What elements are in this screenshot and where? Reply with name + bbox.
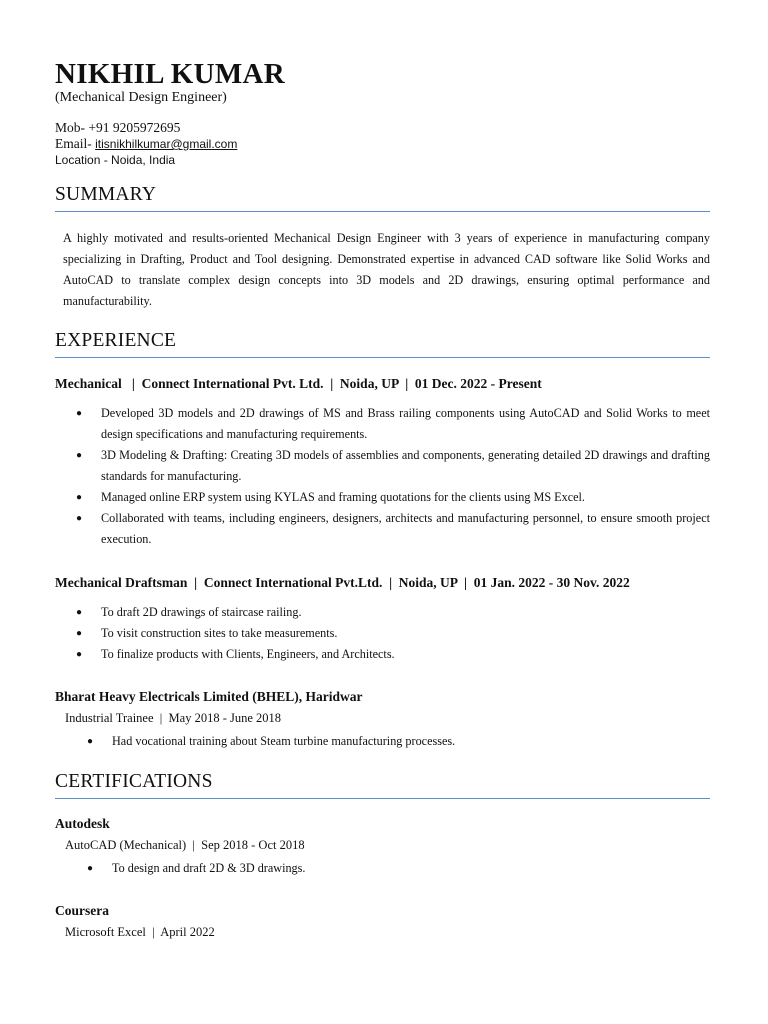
list-item: ● Managed online ERP system using KYLAS and framing quotations for the clients using MS Excel. (75, 487, 710, 508)
candidate-name: NIKHIL KUMAR (55, 58, 285, 90)
cert-bullet-list (86, 858, 686, 879)
email-label: Email- (55, 136, 96, 151)
experience-heading: EXPERIENCE (55, 330, 177, 351)
list-item: ● 3D Modeling & Drafting: Creating 3D models of assemblies and components, generating detailed 2D drawings and drafting standards for manufacturing. (75, 445, 710, 487)
location: Location - Noida, India (55, 153, 176, 167)
job-bullet-list (75, 403, 710, 550)
candidate-role: (Mechanical Design Engineer) (55, 90, 227, 105)
section-divider (55, 357, 710, 358)
summary-text: A highly motivated and results-oriented Mechanical Design Engineer with 3 years of experience in manufacturing company specializing in Drafting, Product and Tool designing. Demonstrated expertise in advanced CAD software like Solid Works and AutoCAD to translate complex design concepts into 3D models and 2D drawings, ensuring optimal performance and manufacturability. (63, 231, 710, 308)
list-item: ● To draft 2D drawings of staircase railing. (75, 602, 710, 623)
cert-issuer: Autodesk (55, 816, 110, 831)
list-item: ● Developed 3D models and 2D drawings of MS and Brass railing components using AutoCAD and Solid Works to meet design specifications and manufacturing requirements. (75, 403, 710, 445)
job-subheading: Industrial Trainee | May 2018 - June 2018 (65, 711, 282, 725)
job-heading: Bharat Heavy Electricals Limited (BHEL), Haridwar (55, 689, 363, 704)
job-bullet-list (75, 602, 710, 665)
list-item: ● To design and draft 2D & 3D drawings. (86, 858, 686, 879)
summary-heading: SUMMARY (55, 184, 157, 205)
email-link[interactable]: itisnikhilkumar@gmail.com (95, 137, 238, 151)
job-bullet-list (86, 731, 686, 752)
list-item: ● To finalize products with Clients, Engineers, and Architects. (75, 644, 710, 665)
certifications-heading: CERTIFICATIONS (55, 771, 213, 792)
job-heading: Mechanical Draftsman | Connect International Pvt.Ltd. | Noida, UP | 01 Jan. 2022 - 30 Nov. 2022 (55, 575, 630, 590)
list-item: ● Had vocational training about Steam turbine manufacturing processes. (86, 731, 686, 752)
cert-issuer: Coursera (55, 903, 109, 918)
email-line (55, 136, 237, 152)
list-item: ● To visit construction sites to take measurements. (75, 623, 710, 644)
section-divider (55, 211, 710, 212)
mobile-number: Mob- +91 9205972695 (55, 120, 181, 135)
job-heading: Mechanical | Connect International Pvt. Ltd. | Noida, UP | 01 Dec. 2022 - Present (55, 376, 542, 391)
list-item: ● Collaborated with teams, including engineers, designers, architects and manufacturing personnel, to ensure smooth project execution. (75, 508, 710, 550)
cert-detail: AutoCAD (Mechanical) | Sep 2018 - Oct 2018 (65, 838, 305, 852)
cert-detail: Microsoft Excel | April 2022 (65, 925, 215, 939)
section-divider (55, 798, 710, 799)
